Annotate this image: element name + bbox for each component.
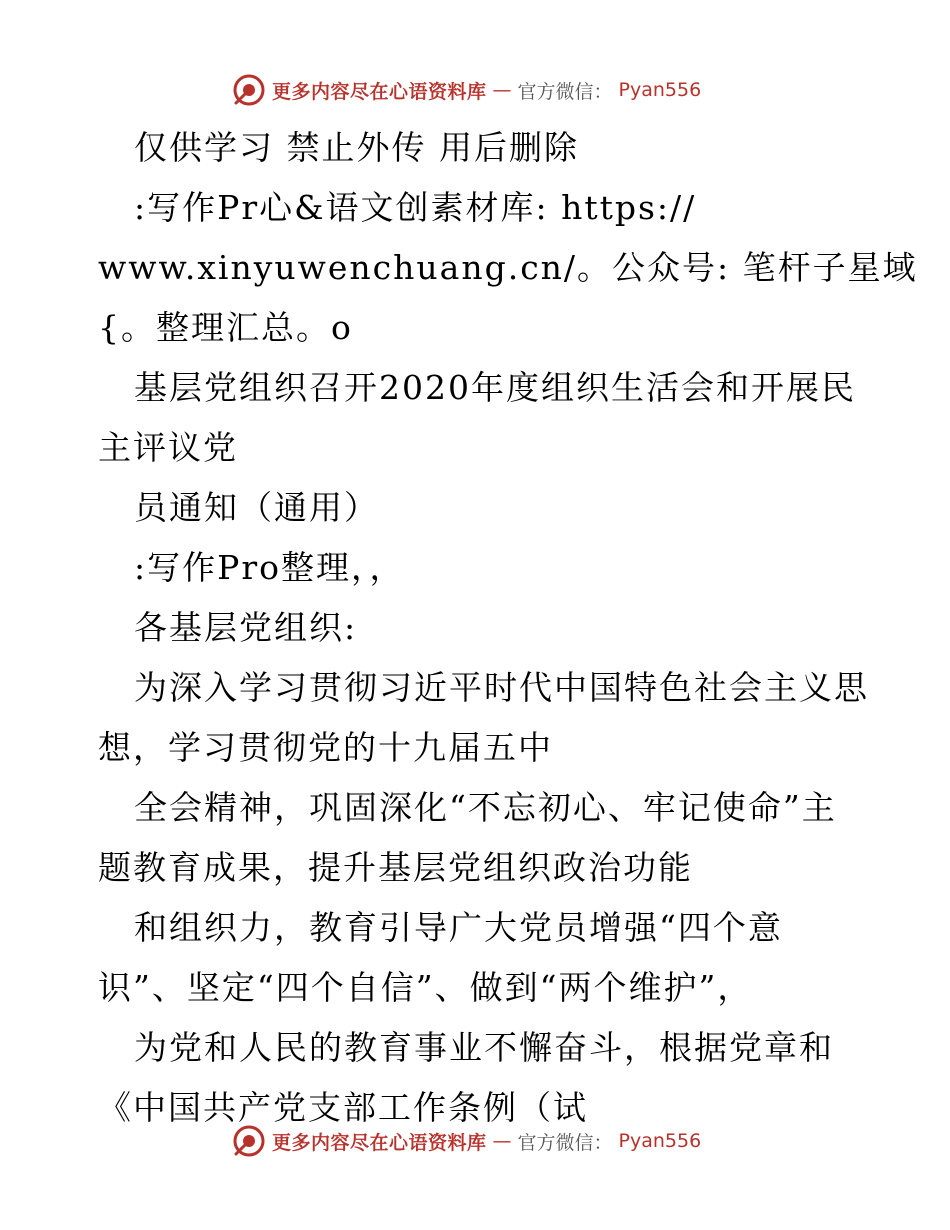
banner-dash: —	[492, 79, 512, 101]
text-line: 为深入学习贯彻习近平时代中国特色社会主义思	[134, 668, 869, 707]
text-line: 为党和人民的教育事业不懈奋斗，根据党章和	[134, 1028, 834, 1067]
pen-logo-icon	[232, 73, 266, 107]
text-line: 各基层党组织:	[134, 608, 358, 647]
text-line: 想，学习贯彻党的十九届五中	[98, 728, 553, 767]
wechat-label: 官方微信：	[517, 1131, 613, 1154]
text-line: 主评议党	[98, 428, 238, 467]
text-line: 员通知（通用）	[134, 488, 379, 527]
banner-text: 更多内容尽在心语资料库	[272, 80, 487, 103]
text-line: 仅供学习 禁止外传 用后删除	[134, 128, 579, 167]
text-line: 题教育成果，提升基层党组织政治功能	[98, 848, 693, 887]
wechat-id: Pyan556	[618, 79, 702, 101]
wechat-id: Pyan556	[618, 1130, 702, 1152]
wechat-label: 官方微信：	[517, 80, 613, 103]
document-body	[98, 118, 918, 1138]
text-line: 识”、坚定“四个自信”、做到“两个维护”，	[98, 968, 753, 1007]
pen-logo-icon	[232, 1124, 266, 1158]
banner-dash: —	[492, 1130, 512, 1152]
text-line: 和组织力，教育引导广大党员增强“四个意	[134, 908, 783, 947]
text-line: {。整理汇总。o	[98, 308, 353, 347]
text-line: :写作Pro整理，，	[134, 548, 405, 587]
banner-text: 更多内容尽在心语资料库	[272, 1131, 487, 1154]
text-line: 《中国共产党支部工作条例（试	[98, 1088, 588, 1127]
text-line: 基层党组织召开2020年度组织生活会和开展民	[134, 368, 856, 407]
text-line: 全会精神，巩固深化“不忘初心、牢记使命”主	[134, 788, 837, 827]
header-banner	[232, 72, 701, 108]
footer-banner	[232, 1123, 701, 1159]
text-line: www.xinyuwenchuang.cn/。公众号: 笔杆子星域	[98, 248, 918, 287]
text-line: :写作Pr心&语文创素材库: https://	[134, 188, 697, 227]
